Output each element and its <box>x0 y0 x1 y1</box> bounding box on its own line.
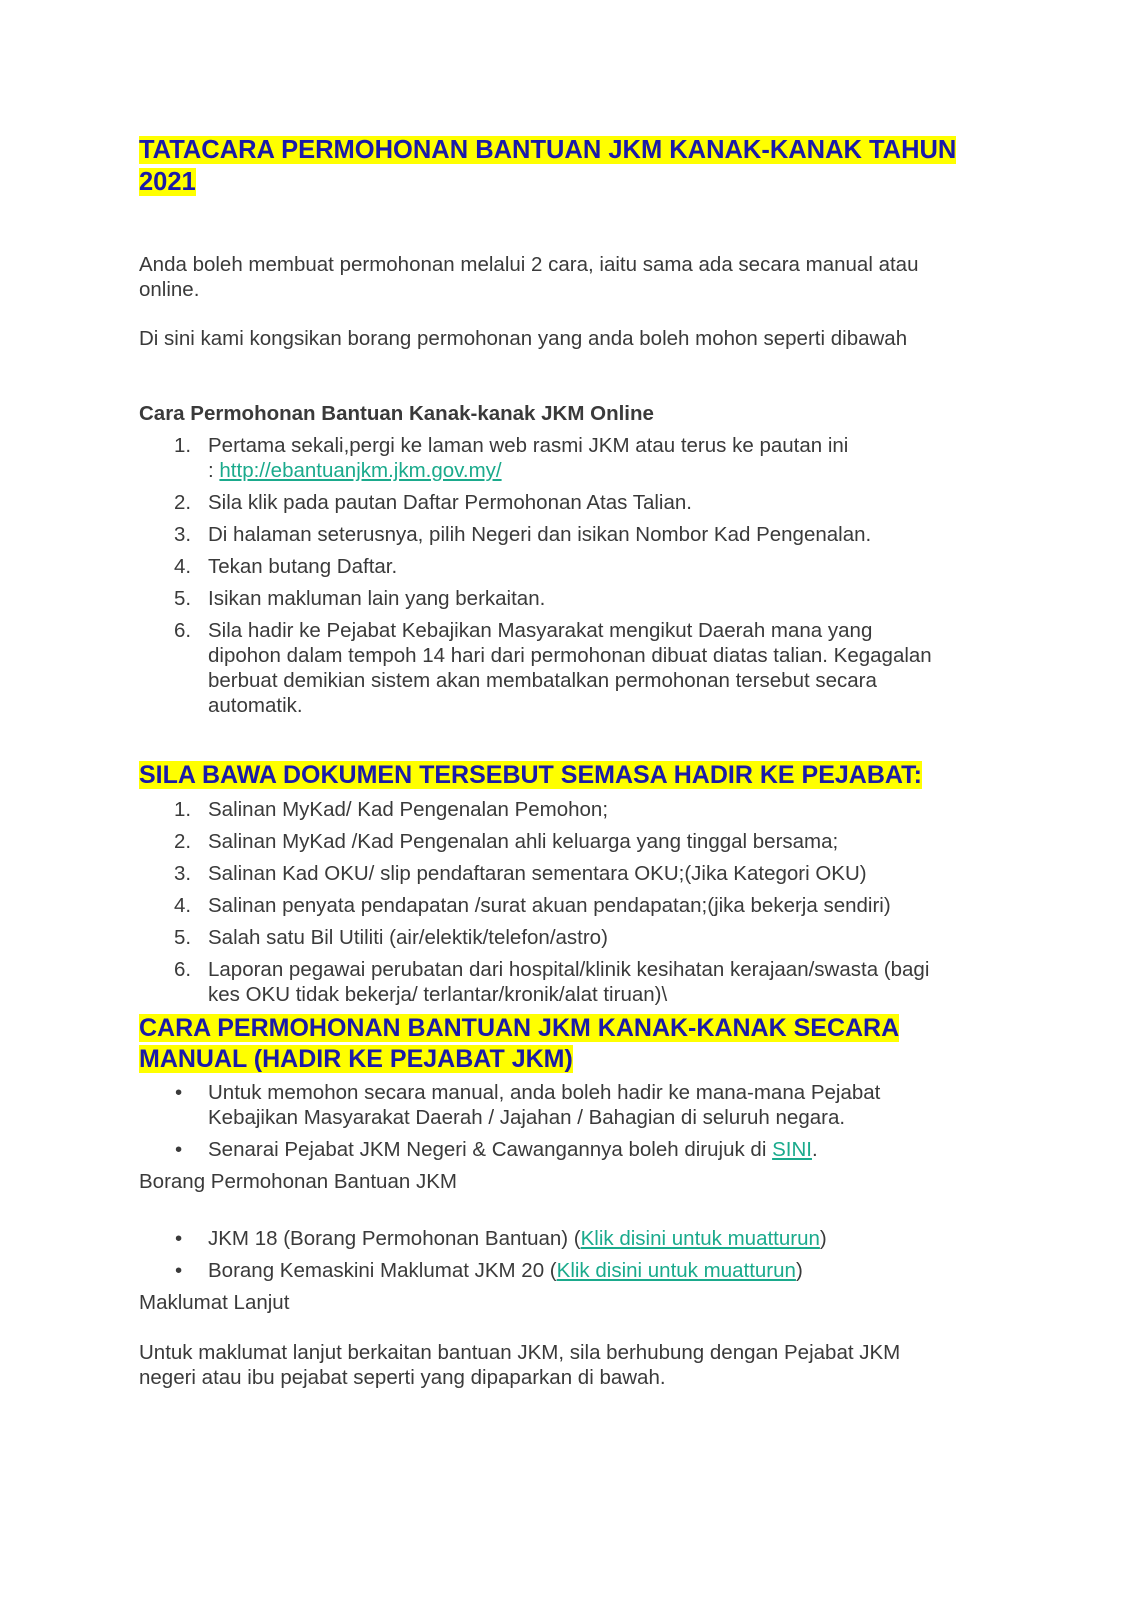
step-text: Sila klik pada pautan Daftar Permohonan Atas Talian. <box>208 491 692 514</box>
page-title-line-1: TATACARA PERMOHONAN BANTUAN JKM KANAK-KANAK TAHUN <box>139 136 957 164</box>
document-6-line-1: Laporan pegawai perubatan dari hospital/klinik kesihatan kerajaan/swasta (bagi <box>208 958 930 981</box>
list-item <box>139 1258 999 1283</box>
forms-list <box>139 1226 999 1283</box>
list-item <box>139 925 999 950</box>
download-jkm20-link[interactable]: Klik disini untuk muatturun <box>556 1259 796 1282</box>
list-number: 3. <box>174 862 192 885</box>
document-text: Salah satu Bil Utiliti (air/elektik/telefon/astro) <box>208 926 608 949</box>
step-text: Di halaman seterusnya, pilih Negeri dan isikan Nombor Kad Pengenalan. <box>208 523 872 546</box>
document-content <box>139 134 999 1390</box>
list-number: 1. <box>174 798 192 821</box>
list-item <box>139 861 999 886</box>
list-number: 5. <box>174 587 192 610</box>
list-item <box>139 522 999 547</box>
list-item <box>139 618 999 718</box>
list-item <box>139 433 999 483</box>
manual-item-1-line-2: Kebajikan Masyarakat Daerah / Jajahan / Bahagian di seluruh negara. <box>208 1106 846 1129</box>
manual-heading <box>139 1013 999 1075</box>
manual-item-1-line-1: Untuk memohon secara manual, anda boleh hadir ke mana-mana Pejabat <box>208 1081 881 1104</box>
more-info-label: Maklumat Lanjut <box>139 1291 290 1314</box>
documents-list <box>139 797 999 1007</box>
step-6-line-3: berbuat demikian sistem akan membatalkan permohonan tersebut secara <box>208 669 877 692</box>
download-jkm18-link[interactable]: Klik disini untuk muatturun <box>580 1227 820 1250</box>
more-info-line-1: Untuk maklumat lanjut berkaitan bantuan JKM, sila berhubung dengan Pejabat JKM <box>139 1341 901 1364</box>
form-end: ) <box>819 1227 827 1250</box>
step-6-line-4: automatik. <box>208 694 303 717</box>
ebantuan-link[interactable]: http://ebantuanjkm.jkm.gov.my/ <box>219 459 502 482</box>
intro-p1-line-1: Anda boleh membuat permohonan melalui 2 cara, iaitu sama ada secara manual atau <box>139 253 919 276</box>
page-title-line-2: 2021 <box>139 168 196 196</box>
online-steps-list <box>139 433 999 718</box>
list-item <box>139 1137 999 1162</box>
list-item <box>139 1080 999 1130</box>
step-6-line-2: dipohon dalam tempoh 14 hari dari permohonan dibuat diatas talian. Kegagalan <box>208 644 932 667</box>
sini-link[interactable]: SINI <box>772 1138 812 1161</box>
form-text: Borang Kemaskini Maklumat JKM 20 ( <box>208 1259 557 1282</box>
list-number: 2. <box>174 491 192 514</box>
more-info-line-2: negeri atau ibu pejabat seperti yang dipaparkan di bawah. <box>139 1366 666 1389</box>
step-1-prefix: : <box>208 459 220 482</box>
manual-item-2-text: Senarai Pejabat JKM Negeri & Cawangannya boleh dirujuk di <box>208 1138 773 1161</box>
manual-item-2-end: . <box>811 1138 818 1161</box>
list-item <box>139 893 999 918</box>
document-text: Salinan MyKad /Kad Pengenalan ahli keluarga yang tinggal bersama; <box>208 830 839 853</box>
step-1-line-1: Pertama sekali,pergi ke laman web rasmi JKM atau terus ke pautan ini <box>208 434 849 457</box>
list-number: 2. <box>174 830 192 853</box>
list-item <box>139 829 999 854</box>
bullet-icon: • <box>175 1259 183 1282</box>
list-number: 6. <box>174 958 192 981</box>
list-item <box>139 1226 999 1251</box>
online-heading: Cara Permohonan Bantuan Kanak-kanak JKM Online <box>139 402 654 425</box>
more-info-paragraph <box>139 1340 999 1390</box>
form-end: ) <box>795 1259 803 1282</box>
list-item <box>139 490 999 515</box>
bullet-icon: • <box>175 1227 183 1250</box>
list-number: 1. <box>174 434 192 457</box>
list-item <box>139 797 999 822</box>
list-number: 4. <box>174 894 192 917</box>
list-number: 3. <box>174 523 192 546</box>
list-number: 4. <box>174 555 192 578</box>
step-text: Tekan butang Daftar. <box>208 555 398 578</box>
document-text: Salinan MyKad/ Kad Pengenalan Pemohon; <box>208 798 609 821</box>
forms-label: Borang Permohonan Bantuan JKM <box>139 1170 457 1193</box>
document-6-line-2: kes OKU tidak bekerja/ terlantar/kronik/alat tiruan)\ <box>208 983 668 1006</box>
list-item <box>139 586 999 611</box>
manual-heading-line-1: CARA PERMOHONAN BANTUAN JKM KANAK-KANAK SECARA <box>139 1014 900 1042</box>
document-text: Salinan penyata pendapatan /surat akuan pendapatan;(jika bekerja sendiri) <box>208 894 891 917</box>
manual-list <box>139 1080 999 1162</box>
bullet-icon: • <box>175 1081 183 1104</box>
bullet-icon: • <box>175 1138 183 1161</box>
list-item <box>139 957 999 1007</box>
step-text: Isikan makluman lain yang berkaitan. <box>208 587 546 610</box>
step-6-line-1: Sila hadir ke Pejabat Kebajikan Masyarakat mengikut Daerah mana yang <box>208 619 873 642</box>
list-number: 6. <box>174 619 192 642</box>
list-item <box>139 554 999 579</box>
document-text: Salinan Kad OKU/ slip pendaftaran sementara OKU;(Jika Kategori OKU) <box>208 862 867 885</box>
list-number: 5. <box>174 926 192 949</box>
manual-heading-line-2: MANUAL (HADIR KE PEJABAT JKM) <box>139 1045 573 1073</box>
intro-paragraph-2: Di sini kami kongsikan borang permohonan yang anda boleh mohon seperti dibawah <box>139 327 908 350</box>
documents-heading <box>139 760 999 791</box>
intro-paragraph-1 <box>139 252 999 302</box>
form-text: JKM 18 (Borang Permohonan Bantuan) ( <box>208 1227 581 1250</box>
intro-p1-line-2: online. <box>139 278 200 301</box>
documents-heading-text: SILA BAWA DOKUMEN TERSEBUT SEMASA HADIR KE PEJABAT: <box>139 761 922 789</box>
page-title <box>139 134 999 198</box>
